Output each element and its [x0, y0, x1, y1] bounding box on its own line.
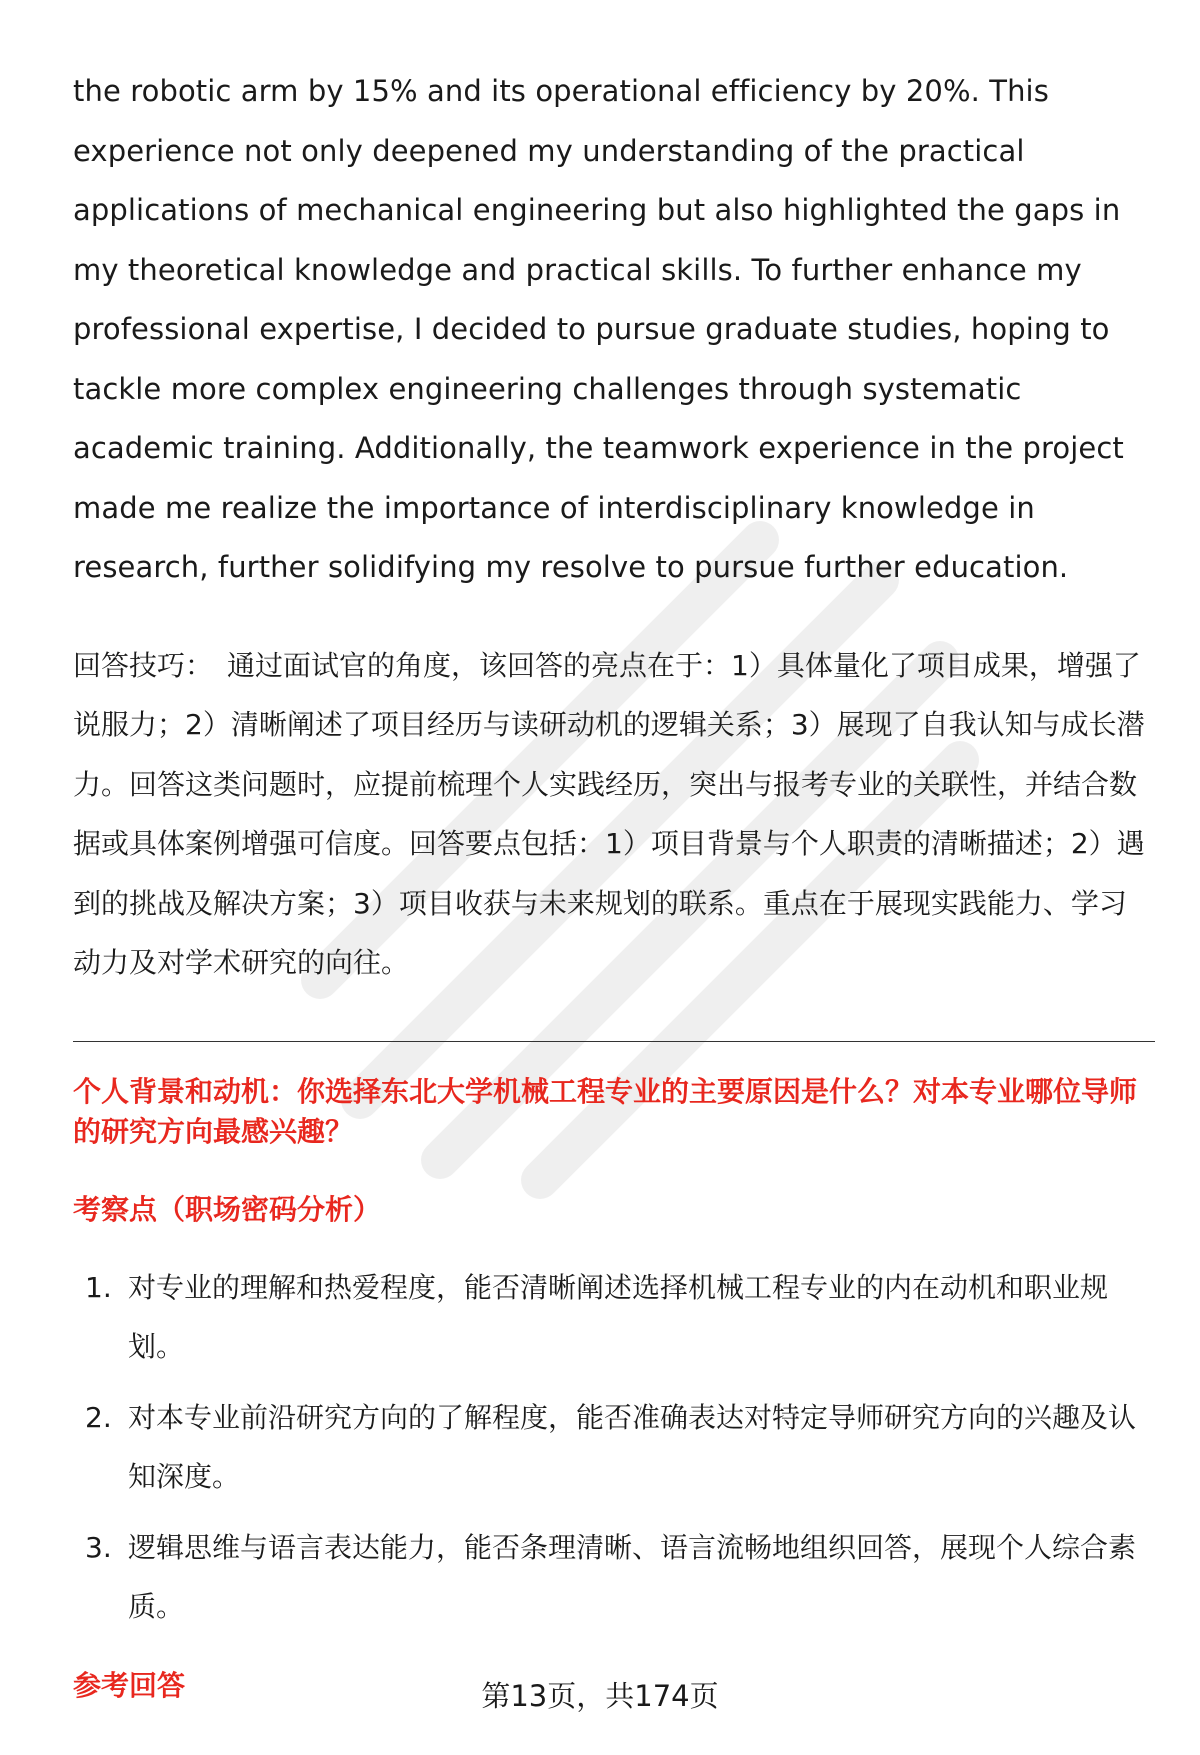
- english-answer-paragraph: the robotic arm by 15% and its operational efficiency by 20%. This experience not only deepened my understanding of the practical applications of mechanical engineering but also highlighted the gaps in my theoretical knowledge and practical skills. To further enhance my professional expertise, I decided to pursue graduate studies, hoping to tackle more complex engineering challenges through systematic academic training. Additionally, the teamwork experience in the project made me realize the importance of interdisciplinary knowledge in research, further solidifying my resolve to pursue further education.: [73, 74, 1124, 584]
- section-divider: [73, 1041, 1155, 1042]
- answer-tips-paragraph: [73, 636, 1153, 993]
- reference-answer-heading: 参考回答: [73, 1668, 186, 1702]
- list-item-text: 对本专业前沿研究方向的了解程度，能否准确表达对特定导师研究方向的兴趣及认知深度。: [128, 1400, 1137, 1493]
- assessment-points-list: [73, 1258, 1153, 1636]
- interview-question: 个人背景和动机：你选择东北大学机械工程专业的主要原因是什么？对本专业哪位导师的研究方向最感兴趣？: [73, 1074, 1138, 1148]
- list-item-number: 2.: [85, 1400, 112, 1434]
- list-item-text: 逻辑思维与语言表达能力，能否条理清晰、语言流畅地组织回答，展现个人综合素质。: [128, 1530, 1137, 1623]
- list-item-number: 1.: [85, 1270, 112, 1304]
- list-item: [73, 1388, 1153, 1506]
- assessment-heading: 考察点（职场密码分析）: [73, 1192, 382, 1226]
- list-item-number: 3.: [85, 1530, 112, 1564]
- list-item: [73, 1518, 1153, 1636]
- list-item-text: 对专业的理解和热爱程度，能否清晰阐述选择机械工程专业的内在动机和职业规划。: [128, 1270, 1109, 1363]
- page-number-footer: 第13页，共174页: [481, 1679, 719, 1713]
- answer-tips-label: 回答技巧：: [73, 648, 214, 682]
- answer-tips-text: 通过面试官的角度，该回答的亮点在于：1）具体量化了项目成果，增强了说服力；2）清晰阐述了项目经历与读研动机的逻辑关系；3）展现了自我认知与成长潜力。回答这类问题时，应提前梳理个人实践经历，突出与报考专业的关联性，并结合数据或具体案例增强可信度。回答要点包括：1）项目背景与个人职责的清晰描述；2）遇到的挑战及解决方案；3）项目收获与未来规划的联系。重点在于展现实践能力、学习动力及对学术研究的向往。: [73, 648, 1145, 979]
- document-page: [73, 62, 1153, 1706]
- list-item: [73, 1258, 1153, 1376]
